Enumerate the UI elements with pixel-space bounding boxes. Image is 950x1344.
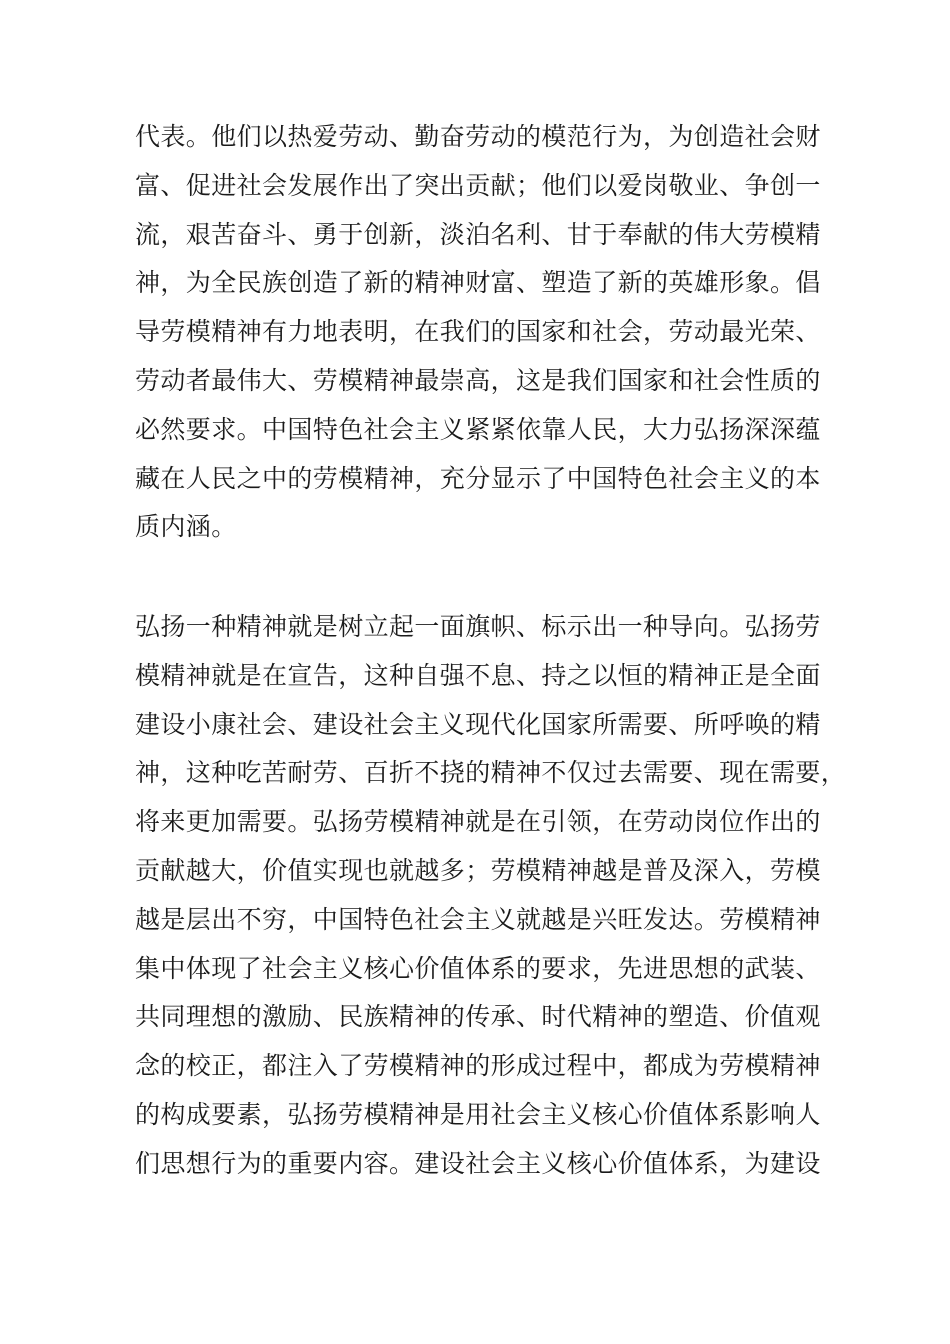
text-line: 藏在人民之中的劳模精神，充分显示了中国特色社会主义的本 [135,463,821,493]
text-line: 念的校正，都注入了劳模精神的形成过程中，都成为劳模精神 [135,1051,821,1081]
text-line: 质内涵。 [135,512,237,542]
text-line: 富、促进社会发展作出了突出贡献；他们以爱岗敬业、争创一 [135,170,821,200]
text-line: 代表。他们以热爱劳动、勤奋劳动的模范行为，为创造社会财 [135,122,821,151]
text-line: 劳动者最伟大、劳模精神最崇高，这是我们国家和社会性质的 [135,365,821,395]
text-line: 必然要求。中国特色社会主义紧紧依靠人民，大力弘扬深深蕴 [135,414,821,444]
text-line: 共同理想的激励、民族精神的传承、时代精神的塑造、价值观 [135,1002,821,1032]
text-line: 建设小康社会、建设社会主义现代化国家所需要、所呼唤的精 [135,709,821,739]
text-line: 神，为全民族创造了新的精神财富、塑造了新的英雄形象。倡 [135,268,821,298]
text-line: 流，艰苦奋斗、勇于创新，淡泊名利、甘于奉献的伟大劳模精 [135,219,821,249]
text-line: 越是层出不穷，中国特色社会主义就越是兴旺发达。劳模精神 [135,904,821,934]
text-line: 导劳模精神有力地表明，在我们的国家和社会，劳动最光荣、 [135,317,821,347]
text-line: 弘扬一种精神就是树立起一面旗帜、标示出一种导向。弘扬劳 [135,612,821,641]
text-line: 的构成要素，弘扬劳模精神是用社会主义核心价值体系影响人 [135,1099,821,1129]
text-line: 神，这种吃苦耐劳、百折不挠的精神不仅过去需要、现在需要， [135,758,847,788]
paragraph-2 [135,603,847,1189]
text-line: 集中体现了社会主义核心价值体系的要求，先进思想的武装、 [135,953,821,983]
text-line: 将来更加需要。弘扬劳模精神就是在引领，在劳动岗位作出的 [135,807,821,837]
paragraph-1 [135,113,835,552]
text-line: 们思想行为的重要内容。建设社会主义核心价值体系，为建设 [135,1148,821,1178]
text-line: 模精神就是在宣告，这种自强不息、持之以恒的精神正是全面 [135,660,821,690]
text-line: 贡献越大，价值实现也就越多；劳模精神越是普及深入，劳模 [135,855,821,885]
